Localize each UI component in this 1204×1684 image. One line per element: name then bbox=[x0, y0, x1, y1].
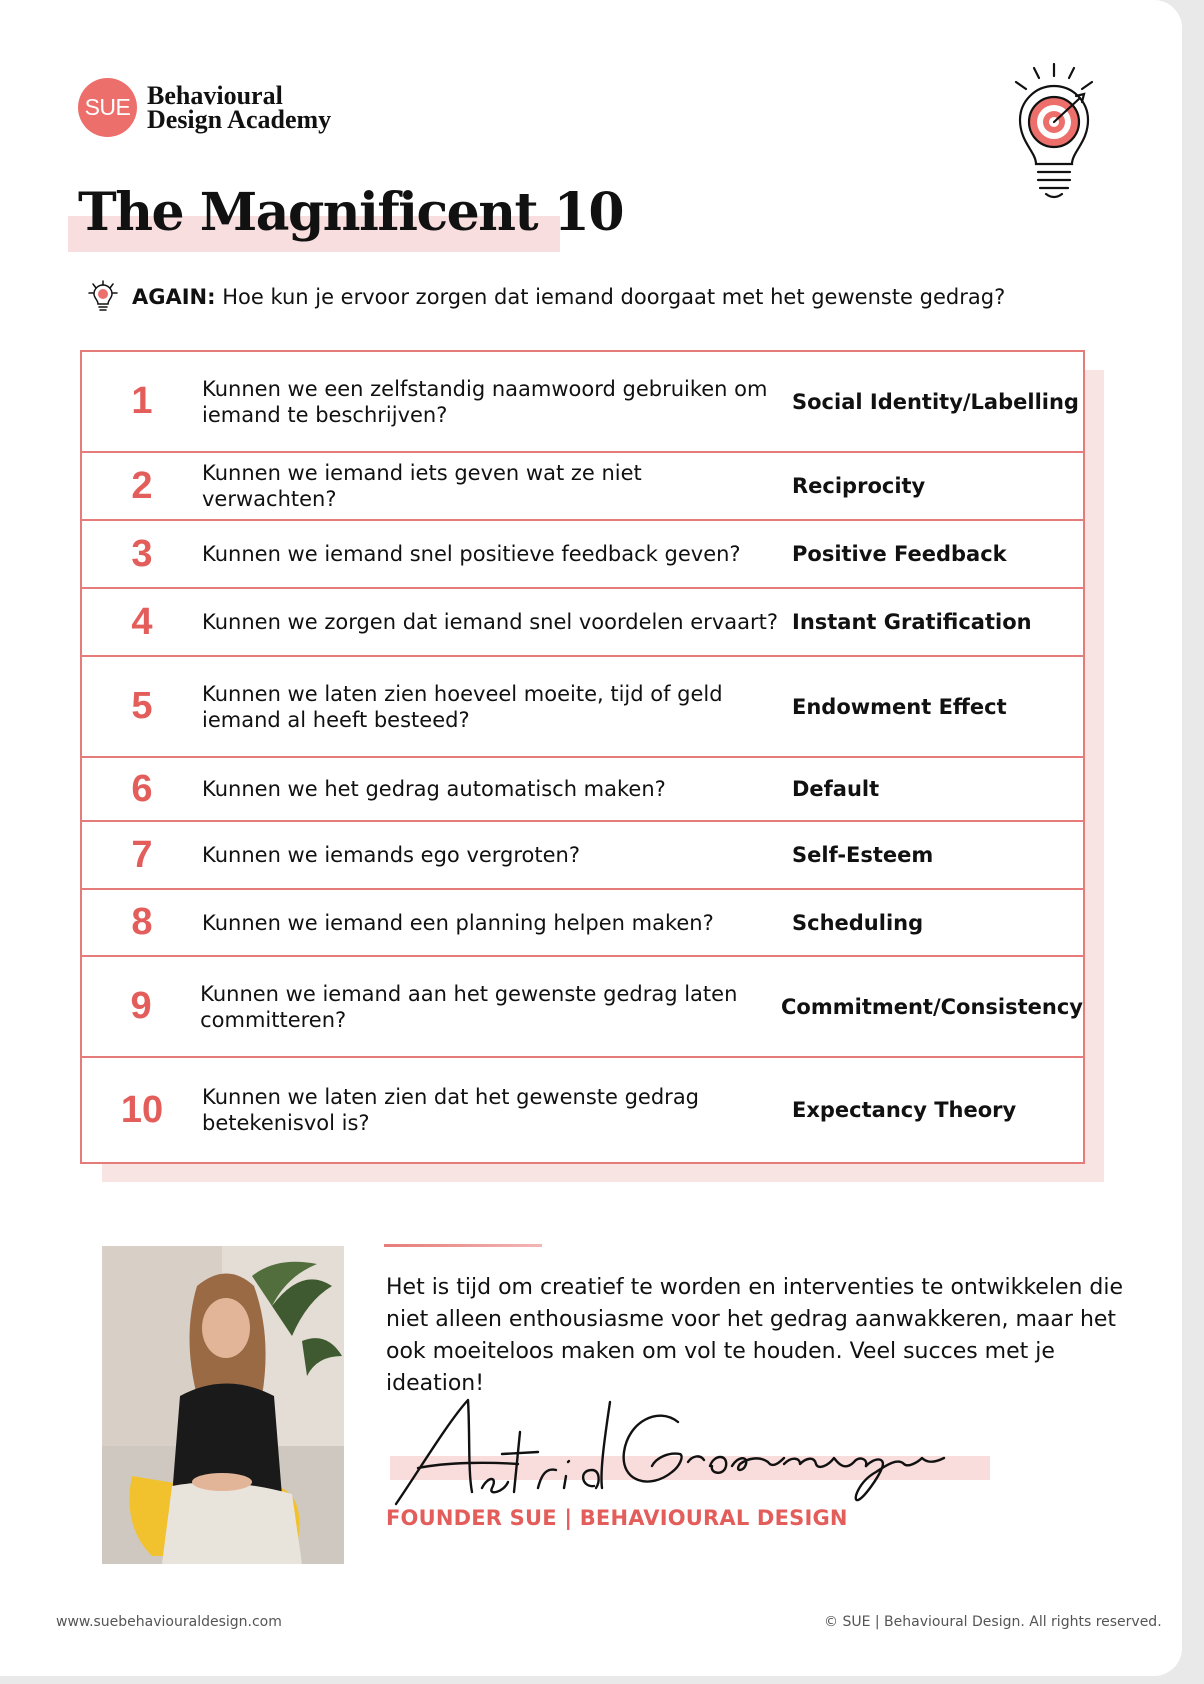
table-row bbox=[82, 521, 1083, 589]
table-row bbox=[82, 890, 1083, 957]
page-title: The Magnificent 10 bbox=[78, 182, 624, 243]
table-row bbox=[82, 822, 1083, 890]
row-question: Kunnen we iemand een planning helpen maken? bbox=[202, 910, 714, 935]
row-technique: Default bbox=[792, 777, 880, 801]
row-number: 4 bbox=[131, 600, 153, 643]
founder-title: FOUNDER SUE | BEHAVIOURAL DESIGN bbox=[386, 1506, 848, 1530]
closing-text: Het is tijd om creatief te worden en interventies te ontwikkelen die niet alleen enthousiasme voor het gedrag aanwakkeren, maar het ook moeiteloos maken om vol te houden. Veel succes met je ideation! bbox=[386, 1275, 1124, 1396]
row-number: 7 bbox=[131, 833, 153, 876]
intro-question: Hoe kun je ervoor zorgen dat iemand doorgaat met het gewenste gedrag? bbox=[215, 285, 1006, 309]
row-question: Kunnen we het gedrag automatisch maken? bbox=[202, 777, 666, 801]
row-technique: Endowment Effect bbox=[792, 694, 1007, 719]
table-row bbox=[82, 352, 1083, 453]
table-row bbox=[82, 589, 1083, 657]
table-row bbox=[82, 957, 1083, 1058]
lightbulb-target-icon bbox=[1006, 62, 1102, 208]
row-number: 9 bbox=[130, 985, 152, 1027]
row-question: Kunnen we iemand aan het gewenste gedrag laten committeren? bbox=[200, 981, 738, 1032]
row-question: Kunnen we een zelfstandig naamwoord gebruiken om iemand te beschrijven? bbox=[202, 376, 768, 427]
row-number: 6 bbox=[131, 767, 153, 810]
row-number: 10 bbox=[120, 1088, 164, 1131]
small-lightbulb-icon bbox=[88, 280, 118, 314]
signature bbox=[388, 1392, 998, 1508]
intro-text bbox=[132, 285, 1005, 309]
row-technique: Scheduling bbox=[792, 910, 924, 935]
brand-name bbox=[147, 80, 332, 134]
accent-rule bbox=[384, 1244, 542, 1247]
brand-name-line1: Behavioural bbox=[147, 80, 283, 110]
footer-website-link[interactable]: www.suebehaviouraldesign.com bbox=[56, 1614, 282, 1630]
row-number: 1 bbox=[131, 380, 153, 422]
row-number: 5 bbox=[131, 685, 153, 727]
row-number: 8 bbox=[131, 901, 153, 943]
logo-mark: SUE bbox=[78, 78, 137, 137]
row-technique: Positive Feedback bbox=[792, 542, 1007, 566]
table-row bbox=[82, 657, 1083, 758]
row-technique: Expectancy Theory bbox=[792, 1098, 1017, 1122]
row-question: Kunnen we iemands ego vergroten? bbox=[202, 843, 581, 867]
brand-logo[interactable] bbox=[78, 78, 331, 137]
brand-name-line2: Design Academy bbox=[147, 104, 332, 134]
row-number: 3 bbox=[131, 532, 153, 575]
row-technique: Commitment/Consistency bbox=[781, 994, 1083, 1019]
row-technique: Instant Gratification bbox=[792, 610, 1032, 634]
row-technique: Social Identity/Labelling bbox=[792, 389, 1079, 414]
intro-label: AGAIN: bbox=[132, 285, 216, 309]
row-question: Kunnen we zorgen dat iemand snel voordelen ervaart? bbox=[202, 610, 778, 634]
founder-photo bbox=[102, 1246, 344, 1564]
footer-copyright: © SUE | Behavioural Design. All rights reserved. bbox=[824, 1614, 1162, 1630]
table-row bbox=[82, 1058, 1083, 1162]
table-row bbox=[82, 453, 1083, 521]
row-question: Kunnen we iemand iets geven wat ze niet verwachten? bbox=[202, 461, 642, 511]
row-technique: Reciprocity bbox=[792, 474, 926, 498]
row-question: Kunnen we laten zien hoeveel moeite, tijd of geld iemand al heeft besteed? bbox=[202, 681, 723, 732]
row-question: Kunnen we laten zien dat het gewenste gedrag betekenisvol is? bbox=[202, 1085, 700, 1135]
founder-photo-illustration bbox=[102, 1246, 344, 1564]
row-question: Kunnen we iemand snel positieve feedback geven? bbox=[202, 542, 741, 566]
table-row bbox=[82, 758, 1083, 822]
magnificent-10-table bbox=[80, 350, 1085, 1164]
intro-line bbox=[88, 280, 1005, 314]
row-number: 2 bbox=[131, 464, 153, 507]
row-technique: Self-Esteem bbox=[792, 843, 934, 867]
